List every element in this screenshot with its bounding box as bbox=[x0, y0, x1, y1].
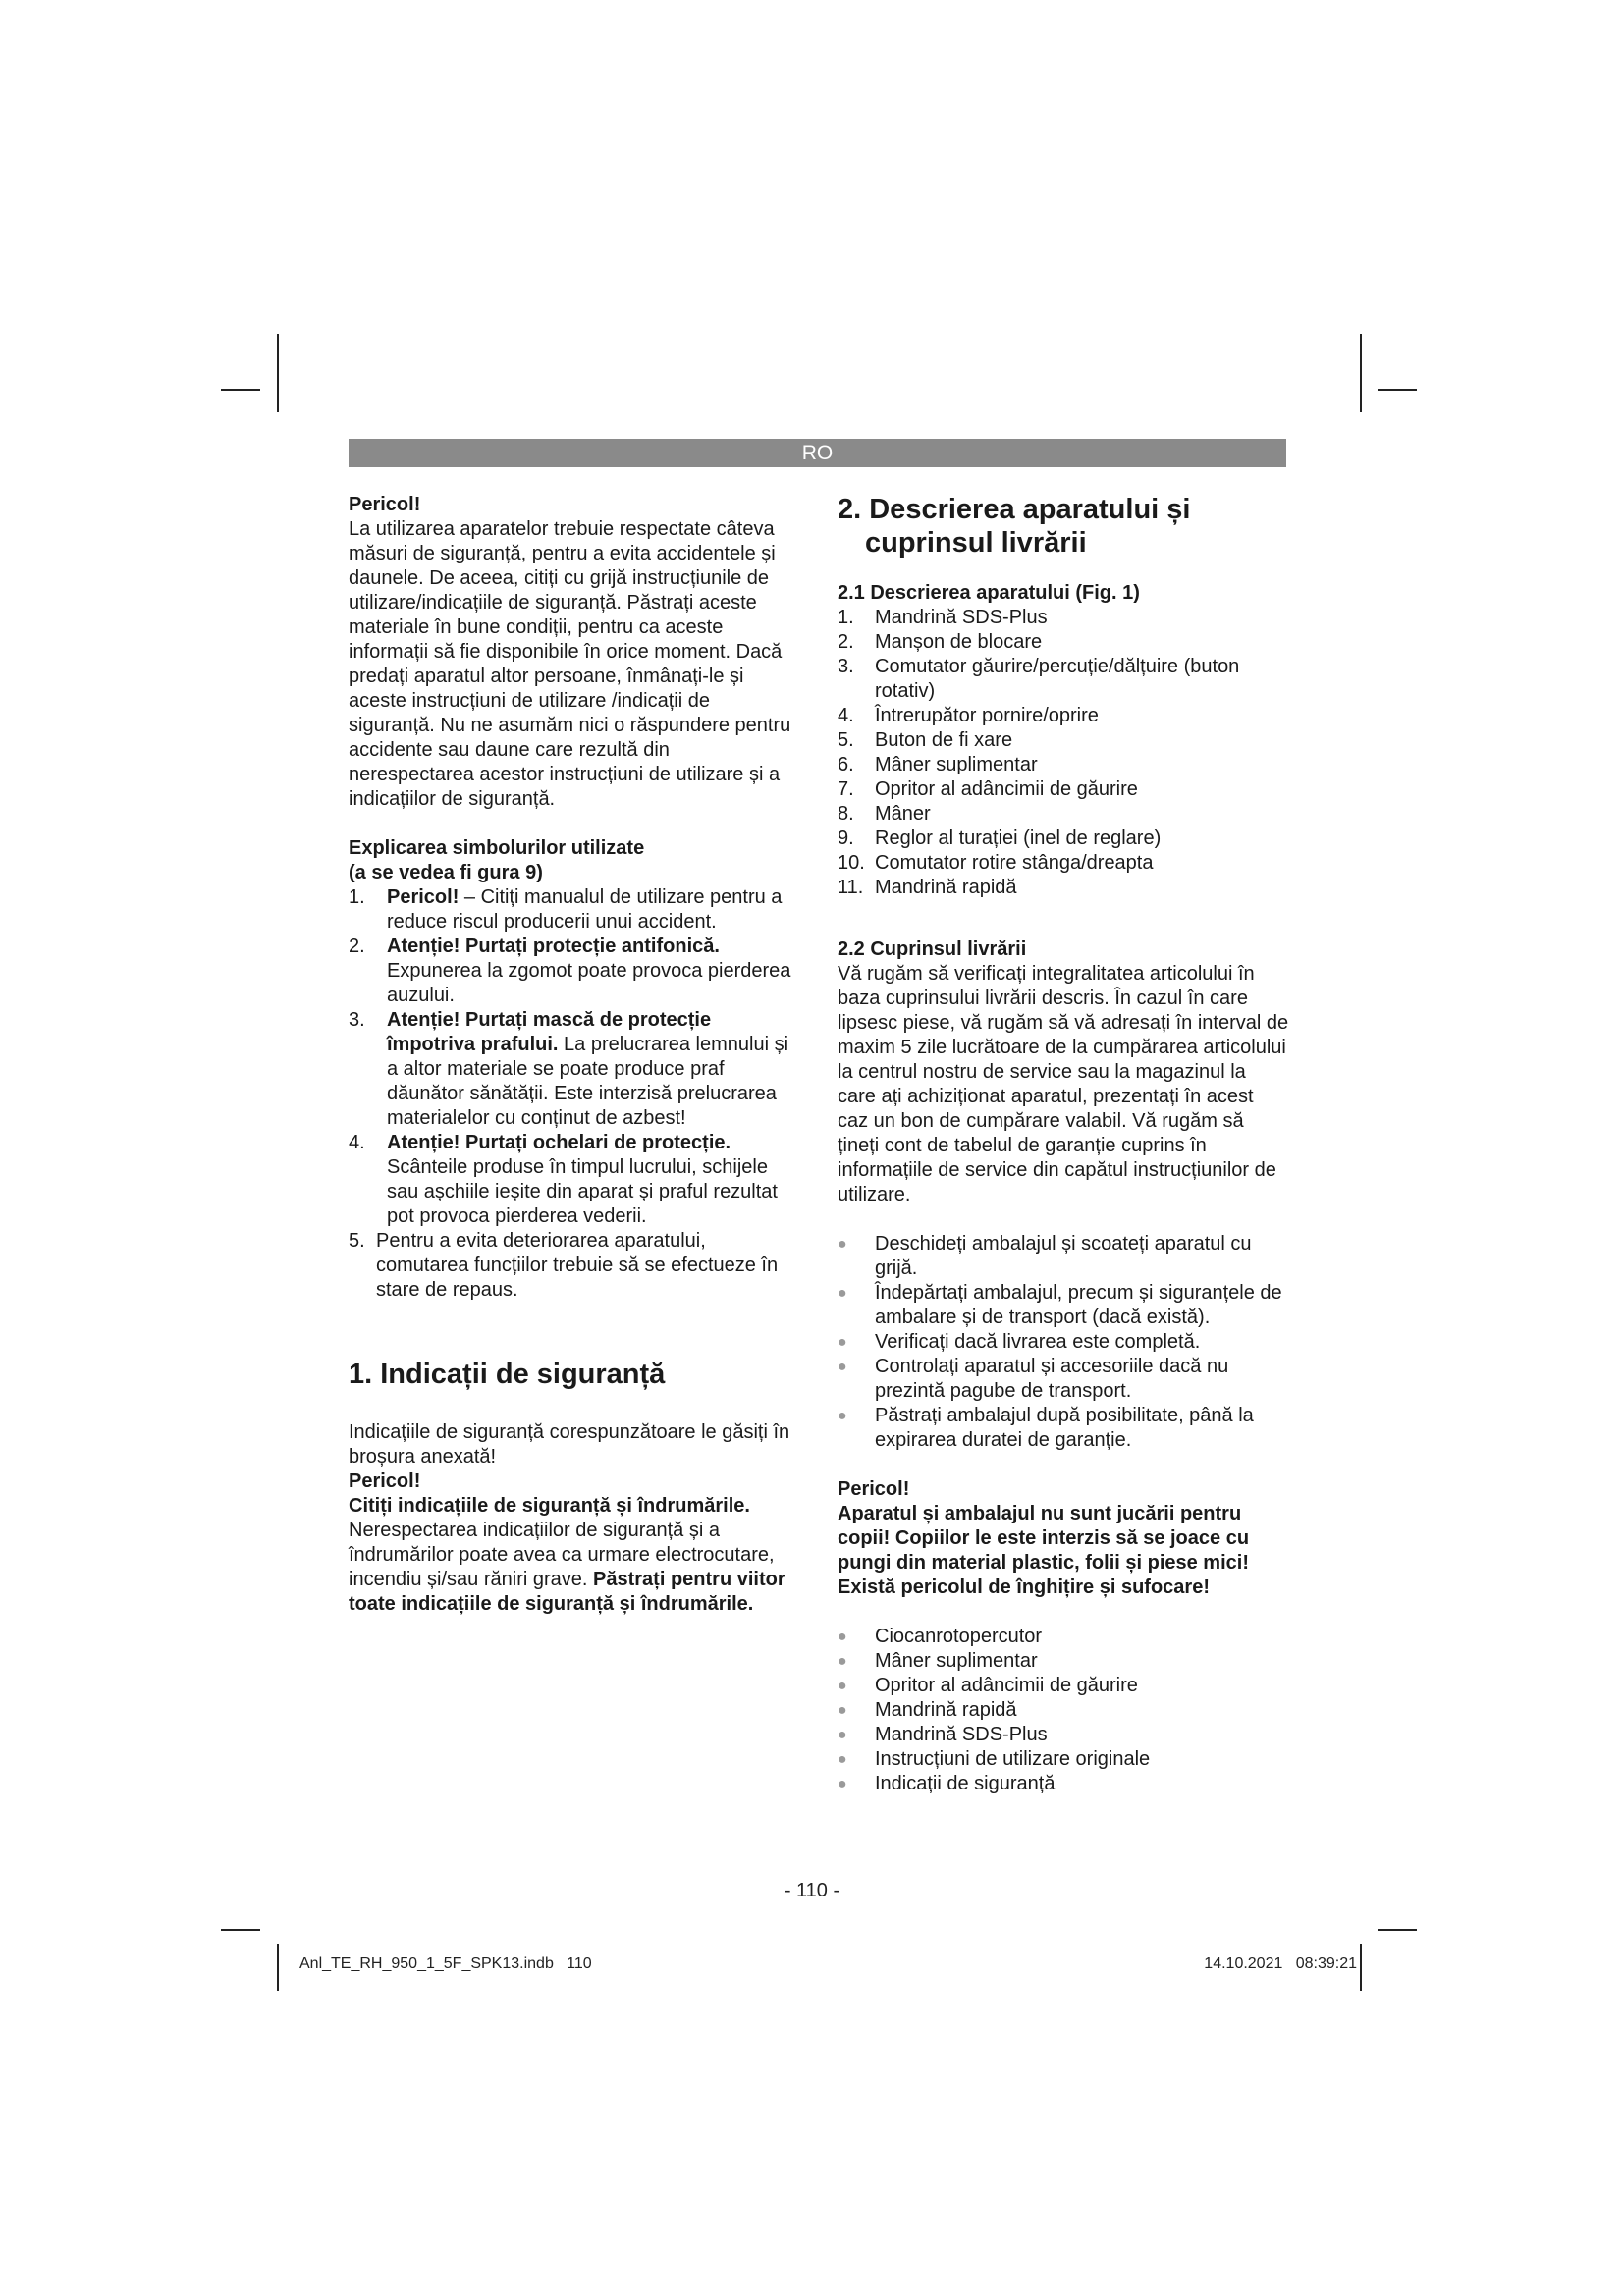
bullet-icon: ● bbox=[838, 1776, 847, 1792]
file-name: Anl_TE_RH_950_1_5F_SPK13.indb 110 bbox=[299, 1955, 592, 1972]
bullet-icon: ● bbox=[838, 1653, 847, 1670]
bullet-icon: ● bbox=[838, 1285, 847, 1302]
section2-title: 2. Descrierea aparatului și cuprinsul livrării bbox=[838, 494, 1191, 559]
crop-mark bbox=[277, 334, 279, 412]
list-item: 6. Mâner suplimentar bbox=[838, 754, 1038, 775]
language-header-bar bbox=[349, 439, 1286, 467]
section1-title: 1. Indicații de siguranță bbox=[349, 1359, 666, 1390]
bullet-icon: ● bbox=[838, 1751, 847, 1768]
danger-text: La utilizarea aparatelor trebuie respectate câteva măsuri de siguranță, pentru a evita accidentele și daunele. De aceea, citiți cu grijă instrucțiunile de utilizare/indicațiile de siguranță. Păstrați aceste materiale în bune condiții, pentru ca aceste informații să fie disponibile în orice moment. Dacă predați aparatul altor persoane, înmânați-le și aceste instrucțiuni de utilizare /indicații de siguranță. Nu ne asumăm nici o răspundere pentru accidente sau daune care rezultă din nerespectarea acestor instrucțiuni de utilizare și a indicațiilor de siguranță. bbox=[349, 518, 791, 810]
danger-title-right: Pericol! bbox=[838, 1478, 910, 1500]
timestamp: 14.10.2021 08:39:21 bbox=[1204, 1955, 1357, 1972]
language-tag: RO bbox=[801, 442, 834, 464]
section1-text: Nerespectarea indicațiilor de siguranță și a îndrumărilor poate avea ca urmare electrocutare, incendiu și/sau răniri grave. Păstrați pentru viitor toate indicațiile de siguranță și îndrumările. bbox=[349, 1520, 785, 1615]
list-item: 4. Atenție! Purtați ochelari de protecție. Scânteile produse în timpul lucrului, schijele sau așchiile ieșite din aparat și praful rezultat pot provoca pierderea vederii. bbox=[349, 1132, 778, 1227]
bullet-icon: ● bbox=[838, 1408, 847, 1424]
list-item: ● Instrucțiuni de utilizare originale bbox=[838, 1748, 1151, 1770]
section1-danger: Pericol! bbox=[349, 1470, 421, 1492]
page-number: - 110 - bbox=[784, 1880, 840, 1901]
list-item: 9. Reglor al turației (inel de reglare) bbox=[838, 828, 1162, 849]
list-item: 10. Comutator rotire stânga/dreapta bbox=[838, 852, 1154, 874]
bullet-icon: ● bbox=[838, 1678, 847, 1694]
section1-intro: Indicațiile de siguranță corespunzătoare le găsiți în broșura anexată! bbox=[349, 1421, 790, 1468]
sub21-title: 2.1 Descrierea aparatului (Fig. 1) bbox=[838, 582, 1140, 604]
list-item: ● Îndepărtați ambalajul, precum și siguranțele de ambalare și de transport (dacă există). bbox=[838, 1282, 1282, 1328]
list-item: 1. Mandrină SDS-Plus bbox=[838, 607, 1048, 628]
list-item: 3. Atenție! Purtați mască de protecție împotriva prafului. La prelucrarea lemnului și a altor materiale se poate produce praf dăunător sănătății. Este interzisă prelucrarea materialelor cu conținut de azbest! bbox=[349, 1009, 789, 1129]
list-item: 1. Pericol! – Citiți manualul de utilizare pentru a reduce riscul producerii unui accident. bbox=[349, 886, 783, 933]
right-column bbox=[838, 493, 1289, 1796]
bullet-icon: ● bbox=[838, 1359, 847, 1375]
bullet-icon: ● bbox=[838, 1629, 847, 1645]
symbols-title: Explicarea simbolurilor utilizate bbox=[349, 837, 645, 859]
bullet-icon: ● bbox=[838, 1702, 847, 1719]
parts-list bbox=[838, 606, 1289, 900]
list-item: ● Mandrină rapidă bbox=[838, 1699, 1017, 1721]
unpacking-steps bbox=[838, 1232, 1289, 1453]
crop-mark bbox=[277, 1944, 279, 1991]
list-item: ● Păstrați ambalajul după posibilitate, până la expirarea duratei de garanție. bbox=[838, 1405, 1254, 1451]
list-item: ● Indicații de siguranță bbox=[838, 1773, 1056, 1794]
list-item: 11. Mandrină rapidă bbox=[838, 877, 1017, 898]
section1-bold: Citiți indicațiile de siguranță și îndrumările. bbox=[349, 1495, 750, 1517]
sub22-title: 2.2 Cuprinsul livrării bbox=[838, 938, 1027, 960]
list-item: 4. Întrerupător pornire/oprire bbox=[838, 705, 1099, 726]
crop-mark bbox=[1378, 389, 1417, 391]
bullet-icon: ● bbox=[838, 1727, 847, 1743]
crop-mark bbox=[221, 1929, 260, 1931]
list-item: 8. Mâner bbox=[838, 803, 931, 825]
list-item: ● Opritor al adâncimii de găurire bbox=[838, 1675, 1138, 1696]
delivery-contents bbox=[838, 1625, 1289, 1796]
bullet-icon: ● bbox=[838, 1334, 847, 1351]
symbols-list bbox=[349, 885, 795, 1303]
bullet-icon: ● bbox=[838, 1236, 847, 1253]
crop-mark bbox=[1360, 334, 1362, 412]
list-item: ● Ciocanrotopercutor bbox=[838, 1626, 1043, 1647]
sub22-text: Vă rugăm să verificați integralitatea articolului în baza cuprinsului livrării descris. În cazul în care lipsesc piese, vă rugăm să vă adresați în interval de maxim 5 zile lucrătoare de la cumpărarea articolului la centrul nostru de service sau la magazinul la care ați achiziționat aparatul, prezentați în acest caz un bon de cumpărare valabil. Vă rugăm să țineți cont de tabelul de garanție cuprins în informațiile de service din capătul instrucțiunilor de utilizare. bbox=[838, 963, 1289, 1205]
list-item: ● Deschideți ambalajul și scoateți aparatul cu grijă. bbox=[838, 1233, 1252, 1279]
list-item: 5. Buton de fi xare bbox=[838, 729, 1013, 751]
list-item: ● Mâner suplimentar bbox=[838, 1650, 1038, 1672]
list-item: 2. Manșon de blocare bbox=[838, 631, 1043, 653]
danger-title: Pericol! bbox=[349, 494, 421, 515]
crop-mark bbox=[221, 389, 260, 391]
list-item: ● Mandrină SDS-Plus bbox=[838, 1724, 1048, 1745]
list-item: 7. Opritor al adâncimii de găurire bbox=[838, 778, 1138, 800]
list-item: ● Verificați dacă livrarea este completă. bbox=[838, 1331, 1201, 1353]
left-column bbox=[349, 493, 795, 1617]
list-item: 2. Atenție! Purtați protecție antifonică. Expunerea la zgomot poate provoca pierderea auzului. bbox=[349, 935, 791, 1006]
list-item: ● Controlați aparatul și accesoriile dacă nu prezintă pagube de transport. bbox=[838, 1356, 1229, 1402]
list-item: 3. Comutator găurire/percuție/dălțuire (buton rotativ) bbox=[838, 656, 1240, 702]
symbols-subtitle: (a se vedea fi gura 9) bbox=[349, 862, 543, 883]
crop-mark bbox=[1360, 1944, 1362, 1991]
crop-mark bbox=[1378, 1929, 1417, 1931]
danger-text-right: Aparatul și ambalajul nu sunt jucării pentru copii! Copiilor le este interzis să se joace cu pungi din material plastic, folii și piese mici! Există pericolul de înghițire și sufocare! bbox=[838, 1503, 1250, 1598]
list-item: 5. Pentru a evita deteriorarea aparatului, comutarea funcțiilor trebuie să se efectueze în stare de repaus. bbox=[349, 1230, 779, 1301]
